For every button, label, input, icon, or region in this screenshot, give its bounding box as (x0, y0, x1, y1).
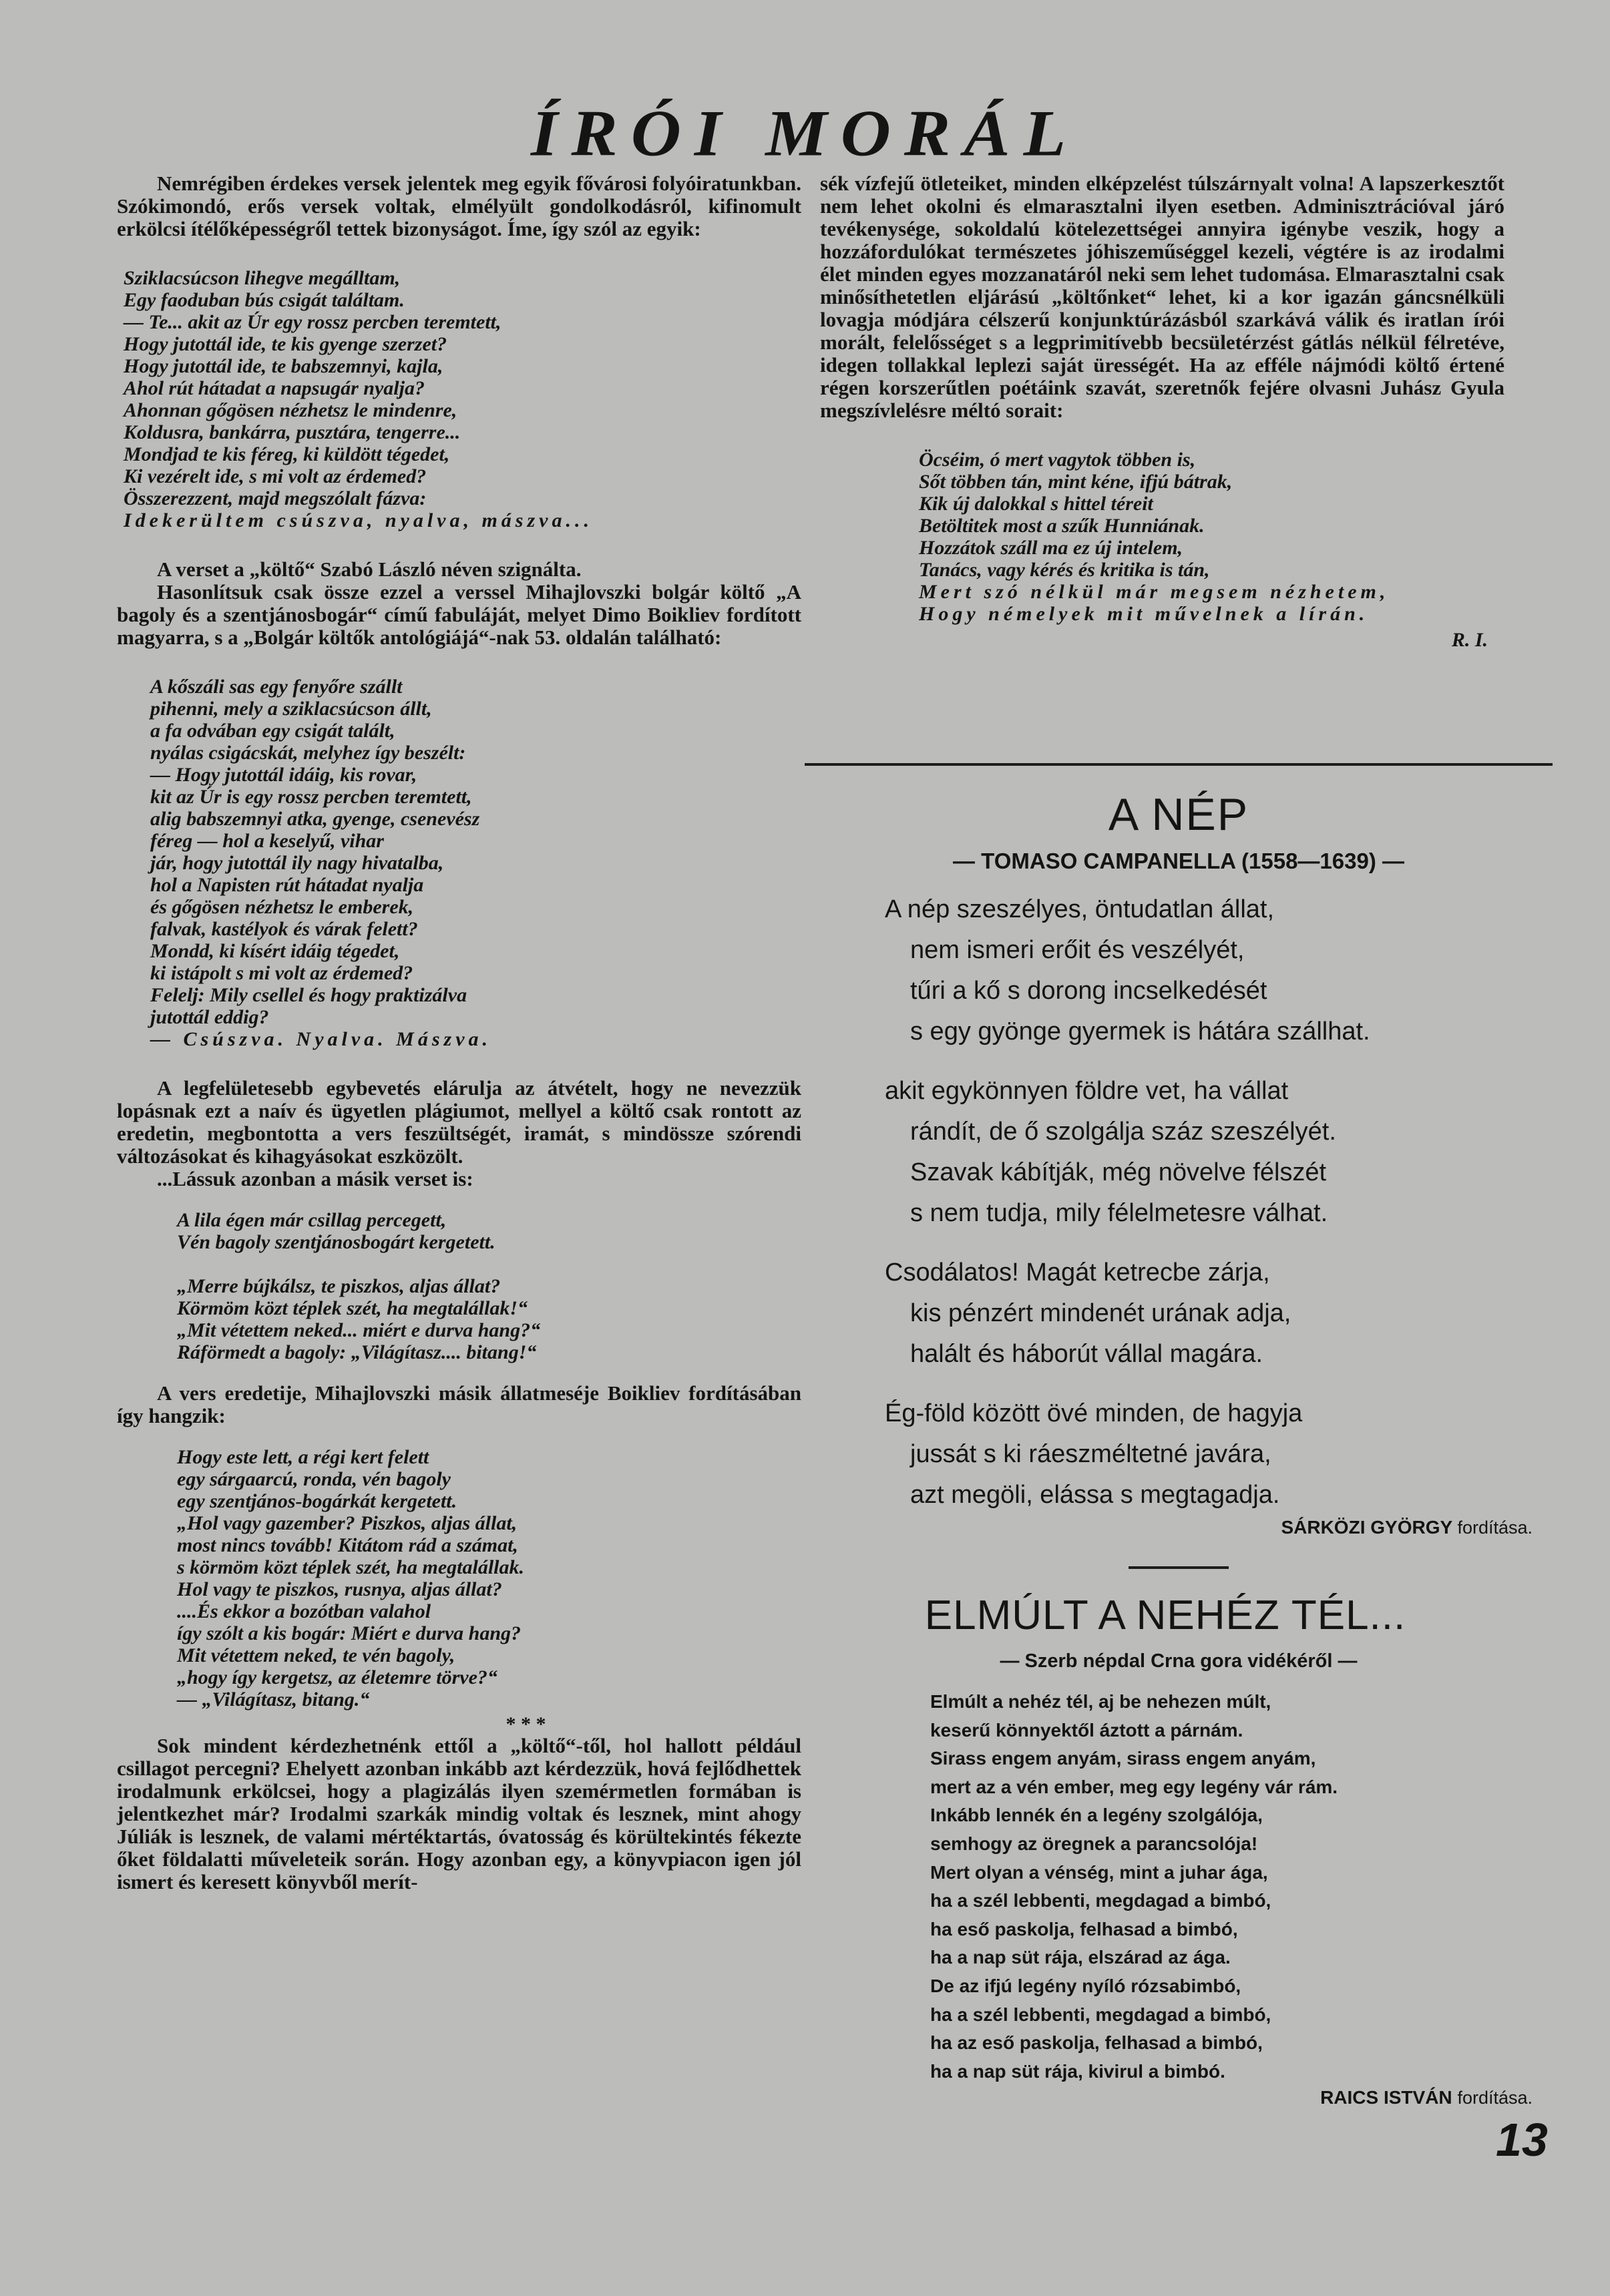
poem-line: Hogy jutottál ide, te kis gyenge szerzet? (124, 333, 447, 355)
verse-line: s nem tudja, mily félelmetesre válhat. (910, 1199, 1328, 1227)
poem-line: Hol vagy te piszkos, rusnya, aljas állat? (177, 1578, 502, 1600)
translator-credit (818, 2086, 1533, 2110)
continuation-paragraph: sék vízfejű ötleteiket, minden elképzelést túlszárnyalt volna! A lapszerkesztőt nem lehet okolni és elmarasztalni ilyen esetben. Adminisztrációval járó tevékenysége, sokoldalú kötelezettségei annyira igénybe veszik, hogy a hozzáfordulókat természetes jóhiszeműséggel kezeli, végtére is az irodalmi élet minden egyes mozzanatáról neki sem lehet tudomása. Elmarasztalni csak minősíthetetlen eljárású „költőnket“ lehet, ki a kor igazán gáncsnélküli lovagja módjára célszerű konjunktúrázásból szarkává válik és iratlan írói morált, felelősséget s a legprimitívebb becsületérzést gátlás nélkül félretéve, idegen tollakkal leplezi saját ürességét. Ha az efféle nájmódi költő értené régen korszerűtlen poétáink szavát, szeretnők fejére olvasni Juhász Gyula megszívlelésre méltó sorait: (820, 172, 1504, 422)
verse-line: nem ismeri erőit és veszélyét, (910, 936, 1245, 964)
poem-juhasz (919, 449, 1504, 625)
poem-line: a fa odvában egy csigát talált, (150, 720, 395, 742)
section-divider (805, 763, 1553, 766)
verse-line: semhogy az öregnek a parancsolója! (930, 1833, 1258, 1854)
poem-line: Idekerültem csúszva, nyalva, mászva... (124, 509, 593, 531)
poem-line: Körmöm közt téplek szét, ha megtalállak!“ (177, 1297, 528, 1319)
author-initials: R. I. (1451, 629, 1488, 651)
verse-line: s egy gyönge gyermek is hátára szállhat. (910, 1017, 1370, 1046)
poem-line: hol a Napisten rút hátadat nyalja (150, 874, 424, 896)
poem-line: „Hol vagy gazember? Piszkos, aljas állat, (177, 1512, 518, 1534)
poem-owl-plagiarized (177, 1209, 801, 1363)
poem-line: és gőgösen nézhetsz le emberek, (150, 896, 414, 918)
verse-line: ha a nap süt rája, elszárad az ága. (930, 1947, 1231, 1968)
poem-owl-original (177, 1446, 801, 1710)
poem-line: — Hogy jutottál idáig, kis rovar, (150, 764, 417, 786)
translator-name: RAICS ISTVÁN (1320, 2087, 1452, 2108)
intro-paragraph: Nemrégiben érdekes versek jelentek meg egyik fővárosi folyóiratunkban. Szókimondó, erős versek voltak, elmélyült gondolkodásról, kifinomult erkölcsi ítélőképességről tettek bizonyságot. Íme, így szól az egyik: (117, 172, 801, 240)
verse-line: ha az eső paskolja, felhasad a bimbó, (930, 2032, 1263, 2054)
poem-title-elmult: ELMÚLT A NEHÉZ TÉL... (924, 1592, 1406, 1638)
poems-section (818, 774, 1539, 2110)
poem-line: Vén bagoly szentjánosbogárt kergetett. (177, 1231, 495, 1253)
poem-line: A kőszáli sas egy fenyőre szállt (150, 676, 403, 698)
verse-line: Elmúlt a nehéz tél, aj be nehezen múlt, (930, 1691, 1271, 1712)
poem-line: s körmöm közt téplek szét, ha megtalállak. (177, 1556, 525, 1578)
analysis-paragraph: A legfelületesebb egybevetés elárulja az átvételt, hogy ne nevezzük lopásnak ezt a naív és ügyetlen plágiumot, mellyel a költő csak rontott az eredetin, megbontotta a vers feszültségét, iramát, s mindössze szórendi változásokat és kihagyásokat eszközölt. (117, 1076, 801, 1168)
comparison-paragraph: Hasonlítsuk csak össze ezzel a verssel Mihajlovszki bolgár költő „A bagoly és a szentjánosbogár“ című fabuláját, melyet Dimo Boikliev fordított magyarra, s a „Bolgár költők antológiájá“-nak 53. oldalán található: (117, 580, 801, 649)
poem-line: — Te... akit az Úr egy rossz percben teremtett, (124, 311, 501, 333)
verse-line: halált és háborút vállal magára. (910, 1340, 1263, 1368)
page-number: 13 (1496, 2114, 1548, 2166)
poem-line: falvak, kastélyok és várak felett? (150, 918, 418, 940)
poem-line: „Mit vétettem neked... miért e durva hang?“ (177, 1319, 541, 1341)
poem-line: Mert szó nélkül már megsem nézhetem, (919, 581, 1390, 603)
poem-line: egy sárgaarcú, ronda, vén bagoly (177, 1468, 451, 1490)
verse-line: Csodálatos! Magát ketrecbe zárja, (885, 1258, 1270, 1287)
poem-line: Mondjad te kis féreg, ki küldött tégedet, (124, 443, 450, 465)
verse-line: rándít, de ő szolgálja száz szeszélyét. (910, 1118, 1336, 1146)
poem-line: így szólt a kis bogár: Miért e durva hang? (177, 1622, 522, 1644)
poem-line: — „Világítasz, bitang.“ (177, 1688, 370, 1710)
verse-line: Szavak kábítják, még növelve félszét (910, 1158, 1327, 1186)
translator-suffix: fordítása. (1457, 1518, 1533, 1538)
poem-line: ....És ekkor a bozótban valahol (177, 1600, 431, 1622)
poem-line: féreg — hol a keselyű, vihar (150, 830, 384, 852)
poem-line: ki istápolt s mi volt az érdemed? (150, 962, 413, 984)
verse-line: tűri a kő s dorong incselkedését (910, 977, 1267, 1005)
original-intro-paragraph: A vers eredetije, Mihajlovszki másik állatmeséje Boikliev fordításában így hangzik: (117, 1381, 801, 1427)
poem-author: — TOMASO CAMPANELLA (1558—1639) — (952, 849, 1405, 873)
poem-line: most nincs tovább! Kitátom rád a számat, (177, 1534, 518, 1556)
verse-line: Sirass engem anyám, sirass engem anyám, (930, 1748, 1316, 1769)
conclusion-paragraph: Sok mindent kérdezhetnénk ettől a „költő“-től, hol hallott például csillagot percegni? Ehelyett azonban inkább azt kérdezzük, hová fejlődhettek irodalmunk erkölcsei, hogy a plagizálás ilyen szemérmetlen formában is jelentkezhet már? Irodalmi szarkák mindig voltak és lesznek, mint ahogy Júliák is lesznek, de valami mértéktartás, óvatosság és körültekintés fékezte őket földalatti műveleteik során. Hogy azonban egy, a könyvpiacon igen jól ismert és keresett könyvből merít- (117, 1734, 801, 1893)
poem-line: jár, hogy jutottál ily nagy hivatalba, (150, 852, 444, 874)
poem-line: Egy faoduban bús csigát találtam. (124, 289, 405, 311)
verse-line: ha a szél lebbenti, megdagad a bimbó, (930, 2004, 1271, 2025)
poem-line: Ahol rút hátadat a napsugár nyalja? (124, 377, 425, 399)
poem-line: nyálas csigácskát, melyhez így beszélt: (150, 742, 466, 764)
article-left-column (117, 172, 801, 1893)
poem-line: „hogy így kergetsz, az életemre törve?“ (177, 1666, 497, 1688)
poem-line: Hogy este lett, a régi kert felett (177, 1446, 429, 1468)
verse-line: ha eső paskolja, felhasad a bimbó, (930, 1918, 1238, 1939)
verse-line: Ég-föld között övé minden, de hagyja (885, 1399, 1303, 1427)
poem-line: Sőt többen tán, mint kéne, ifjú bátrak, (919, 471, 1233, 493)
poem-line: Sziklacsúcson lihegve megálltam, (124, 267, 401, 289)
poem-original-fable (150, 676, 801, 1050)
poem-origin: — Szerb népdal Crna gora vidékéről — (1000, 1650, 1358, 1672)
verse-line: Inkább lennék én a legény szolgálója, (930, 1805, 1263, 1826)
poem-line: Összerezzent, majd megszólalt fázva: (124, 487, 427, 509)
verse-line: jussát s ki ráeszméltetné javára, (910, 1440, 1271, 1468)
verse-line: akit egykönnyen földre vet, ha vállat (885, 1077, 1289, 1105)
poem-line: kit az Úr is egy rossz percben teremtett, (150, 786, 472, 808)
poem-elmult (930, 1688, 1539, 2086)
poem-line: Ki vezérelt ide, s mi volt az érdemed? (124, 465, 427, 487)
verse-line: A nép szeszélyes, öntudatlan állat, (885, 895, 1275, 923)
verse-line: keserű könnyektől áztott a párnám. (930, 1719, 1243, 1741)
poem-divider (1129, 1566, 1229, 1569)
poem-line: Tanács, vagy kérés és kritika is tán, (919, 559, 1210, 581)
poem-plagiarized (124, 267, 801, 531)
poem-line: — Csúszva. Nyalva. Mászva. (150, 1028, 492, 1050)
poem-line: pihenni, mely a sziklacsúcson állt, (150, 698, 432, 720)
verse-line: De az ifjú legény nyíló rózsabimbó, (930, 1975, 1241, 1996)
poem-line: Felelj: Mily csellel és hogy praktizálva (150, 984, 467, 1006)
poem-title-a-nep: A NÉP (1108, 789, 1249, 840)
poem-line: „Merre bújkálsz, te piszkos, aljas állat? (177, 1275, 501, 1297)
verse-line: kis pénzért mindenét urának adja, (910, 1299, 1291, 1327)
poem-line: Öcséim, ó mert vagytok többen is, (919, 449, 1196, 471)
verse-line: ha a szél lebbenti, megdagad a bimbó, (930, 1890, 1271, 1911)
verse-line: mert az a vén ember, meg egy legény vár rám. (930, 1776, 1338, 1797)
poem-line: Hozzátok száll ma ez új intelem, (919, 537, 1183, 559)
verse-line: azt megöli, elássa s megtagadja. (910, 1481, 1280, 1509)
poem-line: egy szentjános-bogárkát kergetett. (177, 1490, 457, 1512)
article-right-column (820, 172, 1504, 652)
signature-paragraph: A verset a „költő“ Szabó László néven szignálta. (157, 557, 582, 581)
poem-line: alig babszemnyi atka, gyenge, csenevész (150, 808, 480, 830)
verse-line: Mert olyan a vénség, mint a juhar ága, (930, 1861, 1268, 1883)
poem-line: Hogy némelyek mit művelnek a lírán. (919, 603, 1369, 625)
translator-suffix: fordítása. (1457, 2088, 1533, 2108)
page-title: ÍRÓI MORÁL (530, 96, 1080, 170)
poem-line: jutottál eddig? (150, 1006, 269, 1028)
poem-line: Koldusra, bankárra, pusztára, tengerre... (124, 421, 461, 443)
section-separator: * * * (506, 1713, 546, 1735)
poem-line: Ráförmedt a bagoly: „Világítasz.... bitang!“ (177, 1341, 537, 1363)
transition-paragraph: ...Lássuk azonban a másik verset is: (157, 1167, 473, 1190)
translator-credit (818, 1516, 1533, 1540)
translator-name: SÁRKÖZI GYÖRGY (1281, 1517, 1452, 1538)
poem-line: Ahonnan gőgösen nézhetsz le mindenre, (124, 399, 457, 421)
poem-line: Hogy jutottál ide, te babszemnyi, kajla, (124, 355, 443, 377)
verse-line: ha a nap süt rája, kivirul a bimbó. (930, 2060, 1225, 2082)
poem-line: Mondd, ki kísért idáig tégedet, (150, 940, 400, 962)
poem-line: Kik új dalokkal s hittel téreit (919, 493, 1153, 515)
poem-line: Betöltitek most a szűk Hunniának. (919, 515, 1205, 537)
poem-line: Mit vétettem neked, te vén bagoly, (177, 1644, 455, 1666)
poem-a-nep (885, 889, 1539, 1516)
poem-line: A lila égen már csillag percegett, (177, 1209, 447, 1231)
